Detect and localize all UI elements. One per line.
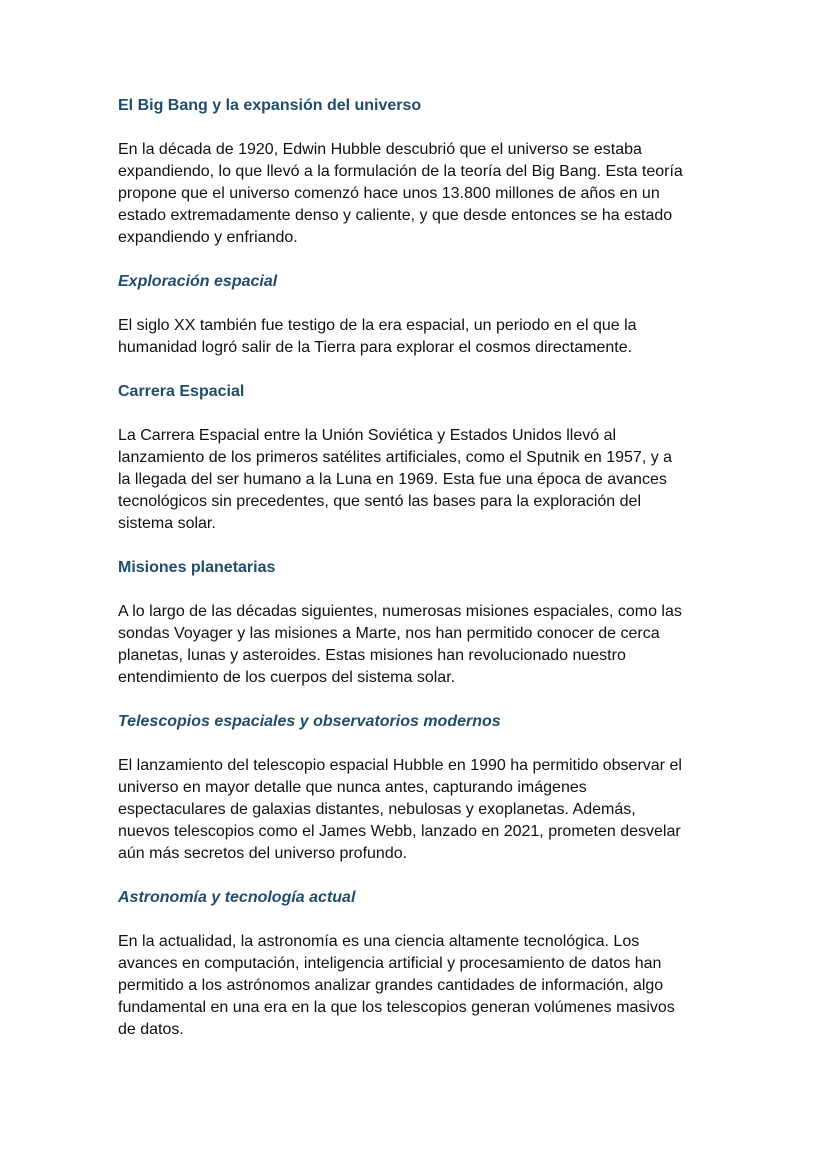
paragraph-line: En la década de 1920, Edwin Hubble descubrió que el universo se estaba xyxy=(118,141,642,158)
paragraph-line: planetas, lunas y asteroides. Estas misiones han revolucionado nuestro xyxy=(118,647,626,664)
paragraph-line: La Carrera Espacial entre la Unión Soviética y Estados Unidos llevó al xyxy=(118,427,617,444)
paragraph-line: entendimiento de los cuerpos del sistema solar. xyxy=(118,669,456,686)
section xyxy=(118,271,718,359)
paragraph-line: En la actualidad, la astronomía es una ciencia altamente tecnológica. Los xyxy=(118,933,640,950)
section xyxy=(118,711,718,865)
paragraph-line: A lo largo de las décadas siguientes, numerosas misiones espaciales, como las xyxy=(118,603,682,620)
section-heading: Telescopios espaciales y observatorios modernos xyxy=(118,713,501,730)
paragraph-line: tecnológicos sin precedentes, que sentó las bases para la exploración del xyxy=(118,493,641,510)
section-paragraph xyxy=(118,601,718,689)
paragraph-line: nuevos telescopios como el James Webb, lanzado en 2021, prometen desvelar xyxy=(118,823,681,840)
paragraph-line: estado extremadamente denso y caliente, y que desde entonces se ha estado xyxy=(118,207,673,224)
section-paragraph xyxy=(118,931,718,1041)
paragraph-line: de datos. xyxy=(118,1021,184,1038)
section xyxy=(118,887,718,1041)
section-heading: El Big Bang y la expansión del universo xyxy=(118,97,422,114)
paragraph-line: El lanzamiento del telescopio espacial Hubble en 1990 ha permitido observar el xyxy=(118,757,682,774)
paragraph-line: permitido a los astrónomos analizar grandes cantidades de información, algo xyxy=(118,977,664,994)
section-heading: Astronomía y tecnología actual xyxy=(118,889,356,906)
section-heading: Misiones planetarias xyxy=(118,559,276,576)
section-paragraph xyxy=(118,425,718,535)
paragraph-line: expandiendo y enfriando. xyxy=(118,229,298,246)
section xyxy=(118,381,718,535)
document-body xyxy=(118,95,718,1041)
paragraph-line: lanzamiento de los primeros satélites artificiales, como el Sputnik en 1957, y a xyxy=(118,449,673,466)
section-heading: Carrera Espacial xyxy=(118,383,245,400)
paragraph-line: espectaculares de galaxias distantes, nebulosas y exoplanetas. Además, xyxy=(118,801,636,818)
paragraph-line: humanidad logró salir de la Tierra para explorar el cosmos directamente. xyxy=(118,339,633,356)
section xyxy=(118,95,718,249)
paragraph-line: la llegada del ser humano a la Luna en 1969. Esta fue una época de avances xyxy=(118,471,667,488)
section-paragraph xyxy=(118,139,718,249)
paragraph-line: sistema solar. xyxy=(118,515,216,532)
section-paragraph xyxy=(118,755,718,865)
section-heading: Exploración espacial xyxy=(118,273,278,290)
paragraph-line: propone que el universo comenzó hace unos 13.800 millones de años en un xyxy=(118,185,660,202)
paragraph-line: El siglo XX también fue testigo de la era espacial, un periodo en el que la xyxy=(118,317,637,334)
paragraph-line: aún más secretos del universo profundo. xyxy=(118,845,408,862)
paragraph-line: fundamental en una era en la que los telescopios generan volúmenes masivos xyxy=(118,999,675,1016)
section xyxy=(118,557,718,689)
paragraph-line: expandiendo, lo que llevó a la formulación de la teoría del Big Bang. Esta teoría xyxy=(118,163,683,180)
section-paragraph xyxy=(118,315,718,359)
paragraph-line: avances en computación, inteligencia artificial y procesamiento de datos han xyxy=(118,955,662,972)
paragraph-line: sondas Voyager y las misiones a Marte, nos han permitido conocer de cerca xyxy=(118,625,660,642)
paragraph-line: universo en mayor detalle que nunca antes, capturando imágenes xyxy=(118,779,587,796)
